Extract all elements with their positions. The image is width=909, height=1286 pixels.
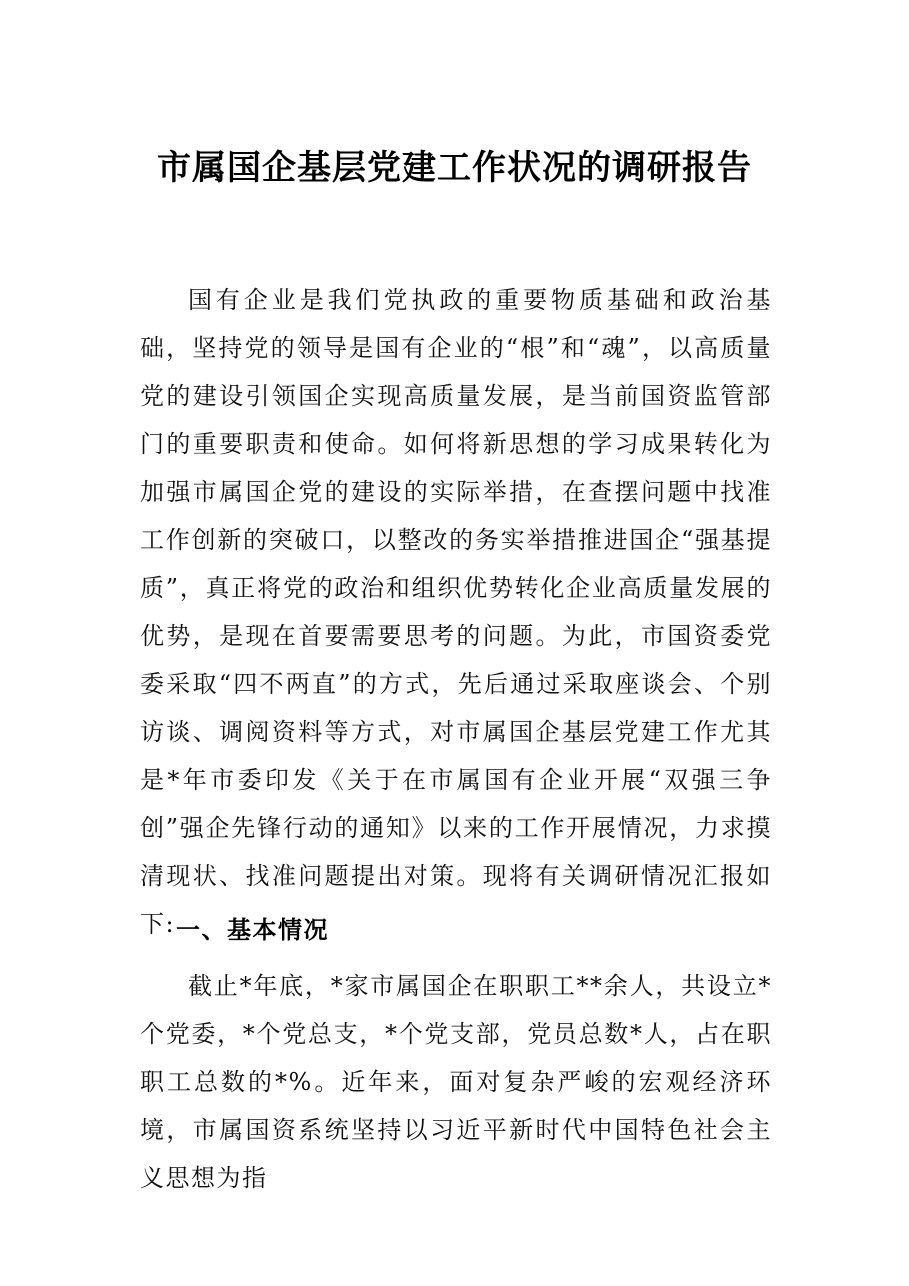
section-paragraph-basic-situation: 截止*年底，*家市属国企在职职工**余人，共设立*个党委，*个党总支，*个党支部，党员总数*人，占在职职工总数的*%。近年来，面对复杂严峻的宏观经济环境，市属国资系统坚持以习近平新时代中国特色社会主义思想为指 [140, 972, 772, 1192]
section-heading-basic-situation: 一、基本情况 [176, 915, 329, 944]
intro-paragraph: 国有企业是我们党执政的重要物质基础和政治基础，坚持党的领导是国有企业的“根”和“魂”，以高质量党的建设引领国企实现高质量发展，是当前国资监管部门的重要职责和使命。如何将新思想的学习成果转化为加强市属国企党的建设的实际举措，在查摆问题中找准工作创新的突破口，以整改的务实举措推进国企“强基提质”，真正将党的政治和组织优势转化企业高质量发展的优势，是现在首要需要思考的问题。为此，市国资委党委采取“四不两直”的方式，先后通过采取座谈会、个别访谈、调阅资料等方式，对市属国企基层党建工作尤其是*年市委印发《关于在市属国有企业开展“双强三争创”强企先锋行动的通知》以来的工作开展情况，力求摸清现状、找准问题提出对策。现将有关调研情况汇报如下: [140, 286, 772, 938]
document-title: 市属国企基层党建工作状况的调研报告 [157, 148, 752, 188]
